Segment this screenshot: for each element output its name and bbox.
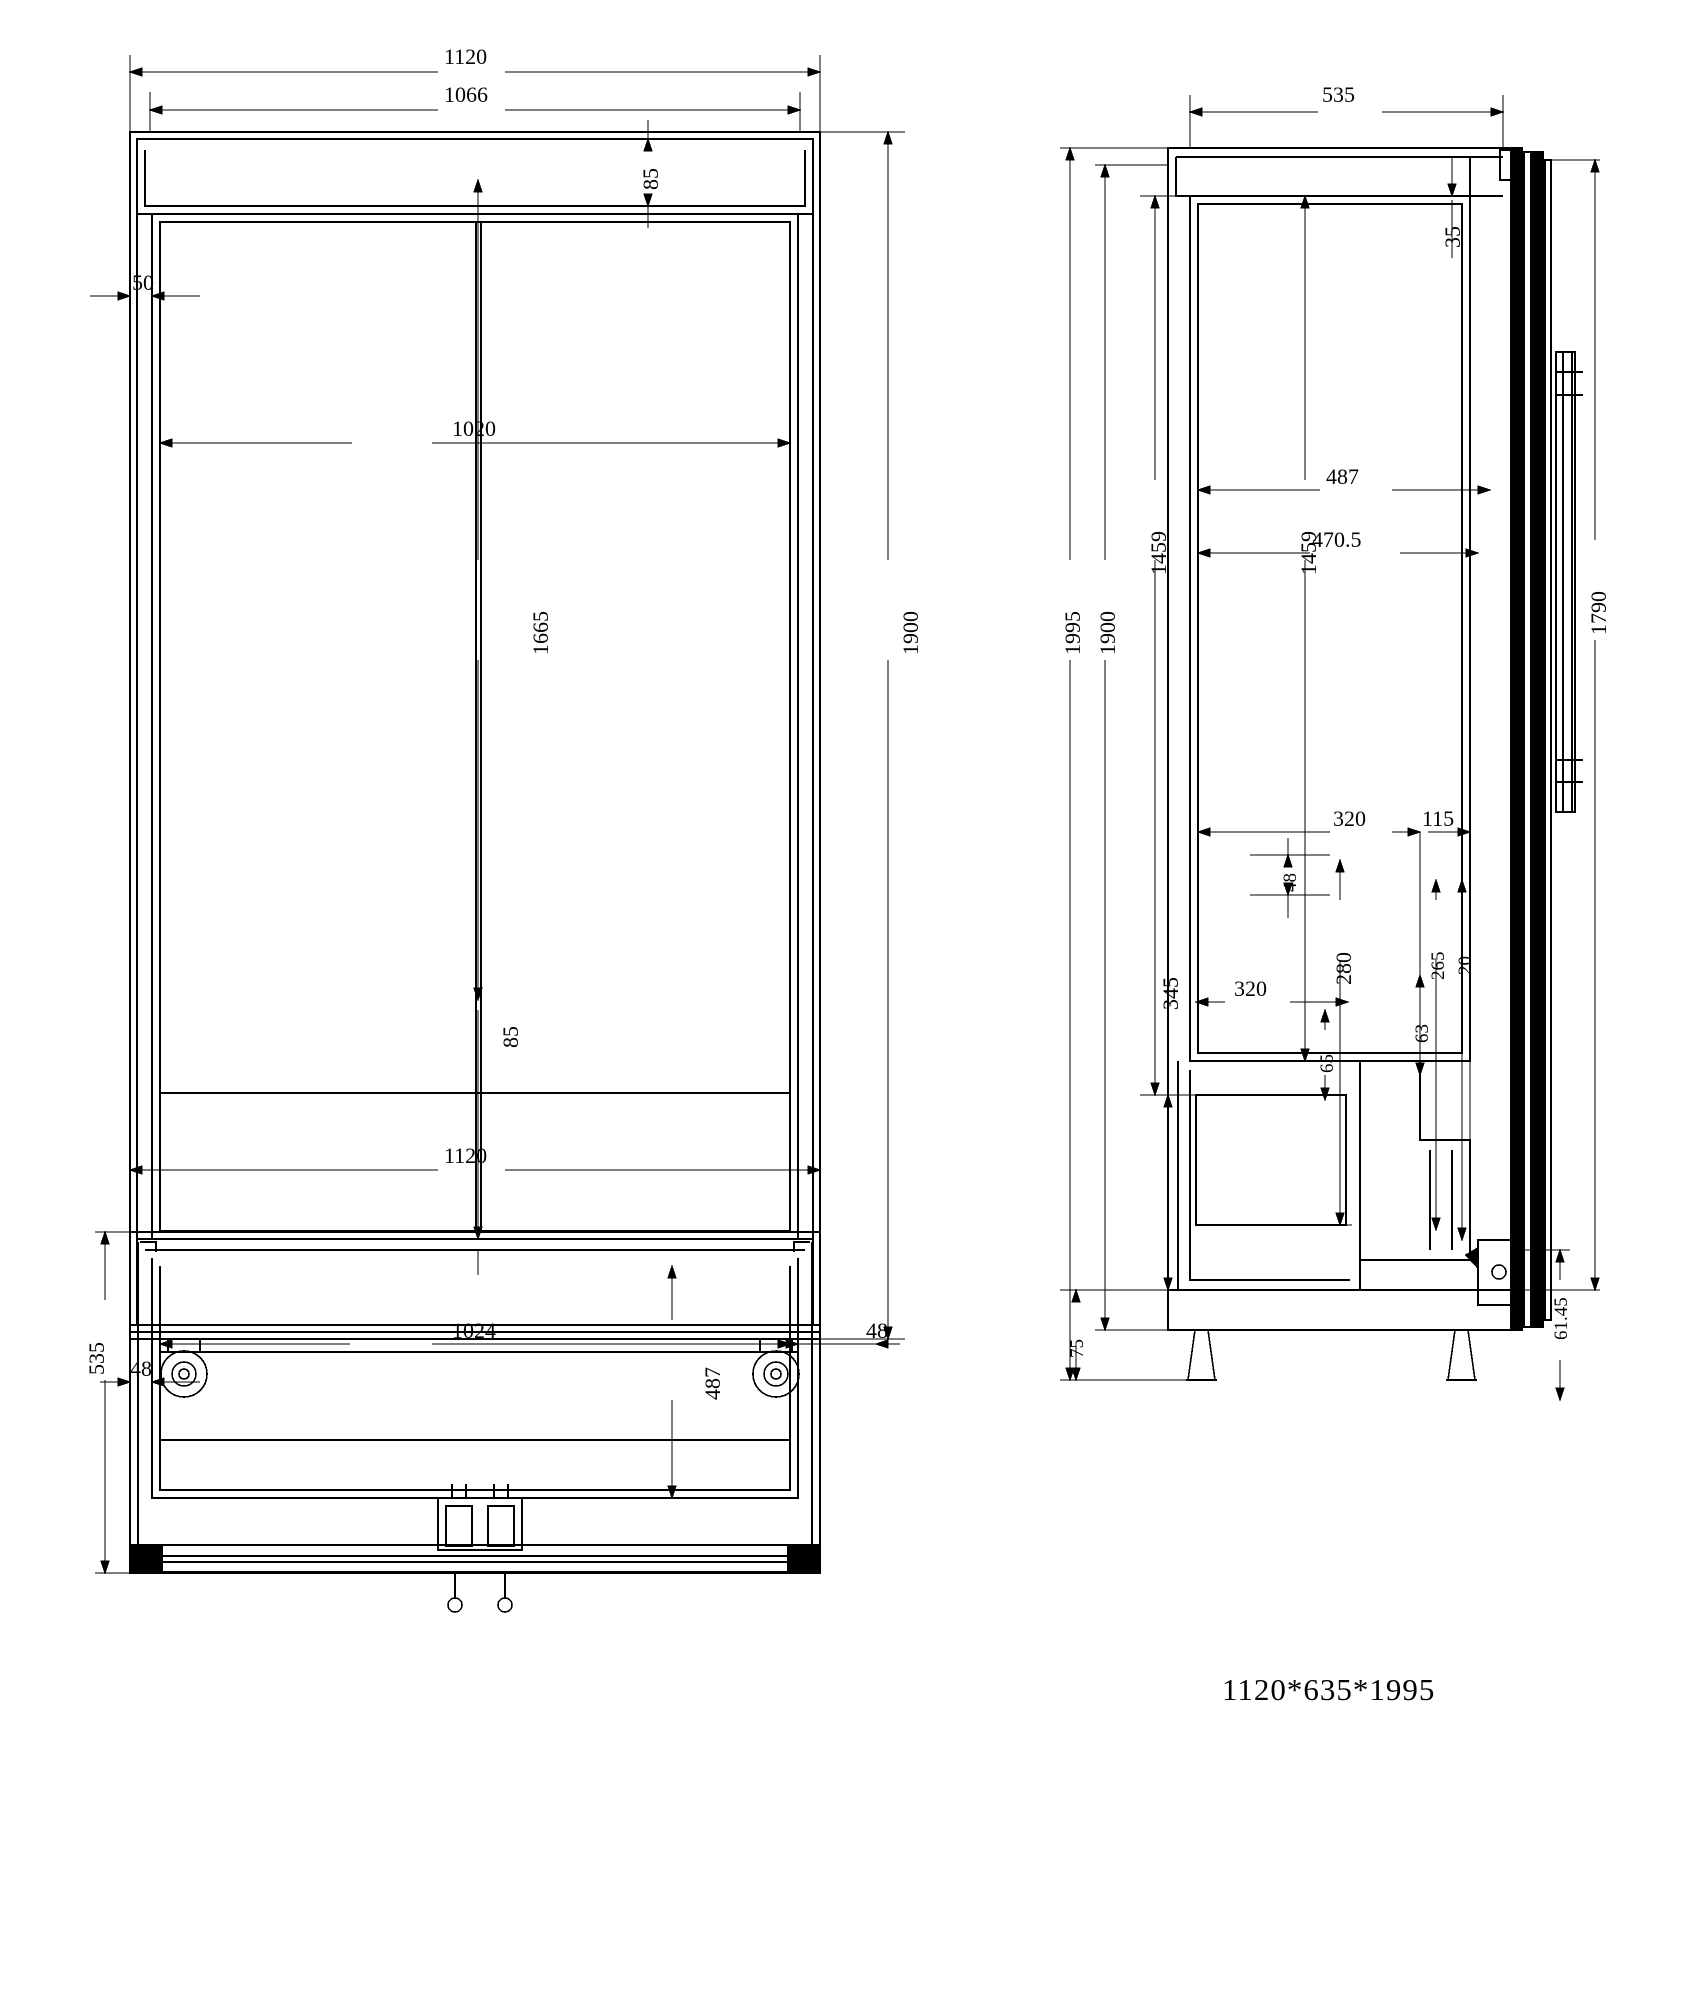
- dimension-label: 1459: [1146, 531, 1171, 575]
- dimension-label: 1120: [444, 44, 488, 69]
- dimension-label: 1066: [444, 82, 488, 107]
- dimension-label: 320: [1333, 806, 1366, 831]
- front-view-geometry: [130, 132, 820, 1397]
- dimension-label: 20: [1455, 956, 1476, 975]
- dimension-label: 65: [1317, 1054, 1338, 1073]
- dimension-label: 1459: [1296, 531, 1321, 575]
- dimension-label: 1790: [1586, 591, 1611, 635]
- overall-size-label: 1120*635*1995: [1222, 1672, 1436, 1707]
- dimension-label: 1900: [898, 611, 923, 655]
- dimension-label: 115: [1422, 806, 1455, 831]
- dimension-label: 75: [1067, 1339, 1088, 1358]
- dimension-label: 1995: [1060, 611, 1085, 655]
- dimension-label: 35: [1440, 226, 1465, 248]
- dimension-label: 61.45: [1551, 1297, 1572, 1340]
- dimension-label: 50: [132, 270, 154, 295]
- dimension-label: 48: [866, 1318, 888, 1343]
- dimension-label: 535: [1322, 82, 1355, 107]
- dimension-label: 48: [1280, 873, 1301, 892]
- dimension-label: 487: [700, 1367, 725, 1400]
- dimension-label: 320: [1234, 976, 1267, 1001]
- dimension-label: 48: [130, 1356, 152, 1381]
- dimension-label: 280: [1331, 952, 1356, 985]
- dimension-label: 487: [1326, 464, 1359, 489]
- dimension-label: 470.5: [1312, 527, 1362, 552]
- top-view-geometry: [130, 1232, 820, 1612]
- dimension-label: 85: [638, 168, 663, 190]
- dimension-label: 1665: [528, 611, 553, 655]
- dimension-label: 265: [1428, 951, 1449, 980]
- dimension-label: 535: [84, 1342, 109, 1375]
- dimension-label: 1024: [452, 1318, 496, 1343]
- dimension-label: 1900: [1095, 611, 1120, 655]
- dimension-label: 1120: [444, 1143, 488, 1168]
- side-view-geometry: [1168, 148, 1583, 1380]
- dimension-label: 1020: [452, 416, 496, 441]
- front-view-dimensions: [90, 55, 905, 1339]
- dimension-label: 63: [1412, 1024, 1433, 1043]
- dimension-label: 85: [498, 1026, 523, 1048]
- dimension-label: 345: [1158, 977, 1183, 1010]
